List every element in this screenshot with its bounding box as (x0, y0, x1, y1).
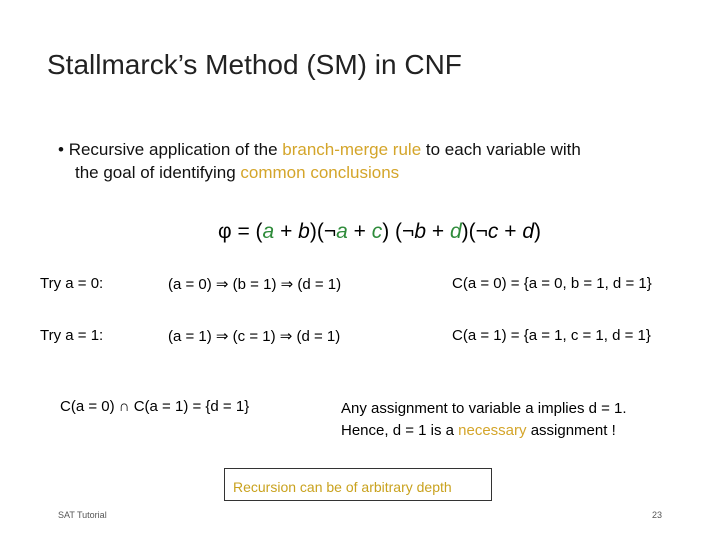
slide-title: Stallmarck’s Method (SM) in CNF (47, 49, 462, 80)
note-line2-end: assignment ! (526, 422, 616, 439)
recursion-box (224, 468, 492, 501)
bullet-text-start: Recursive application of the (68, 140, 283, 159)
try-a1-label: Try a = 1: (40, 327, 104, 344)
try-a1-implication: (a = 1) ⇒ (c = 1) ⇒ (d = 1) (168, 328, 341, 345)
note-line2-start: Hence, d = 1 is a (341, 422, 459, 439)
note-line1: Any assignment to variable a implies d = 1. (341, 400, 627, 417)
recursion-box-text: Recursion can be of arbitrary depth (233, 479, 452, 495)
try-a0-conclusion: C(a = 0) = {a = 0, b = 1, d = 1} (452, 275, 652, 292)
try-a0-implication: (a = 0) ⇒ (b = 1) ⇒ (d = 1) (168, 276, 342, 293)
bullet-marker: • (58, 140, 64, 159)
intersection-result: C(a = 0) ∩ C(a = 1) = {d = 1} (60, 398, 250, 415)
footer-label: SAT Tutorial (58, 510, 107, 520)
bullet-text-mid: to each variable with (421, 140, 581, 159)
highlight-common-conclusions: common conclusions (240, 163, 400, 182)
try-a1-conclusion: C(a = 1) = {a = 1, c = 1, d = 1} (452, 327, 651, 344)
highlight-branch-merge-rule: branch-merge rule (282, 140, 422, 159)
page-number: 23 (652, 510, 663, 520)
highlight-necessary: necessary (458, 422, 527, 439)
necessary-assignment-note (341, 398, 627, 442)
bullet-text-line2: the goal of identifying (75, 163, 241, 182)
cnf-formula: φ = (a + b)(¬a + c) (¬b + d)(¬c + d) (218, 220, 542, 243)
bullet-point (58, 138, 581, 184)
try-a0-label: Try a = 0: (40, 275, 104, 292)
